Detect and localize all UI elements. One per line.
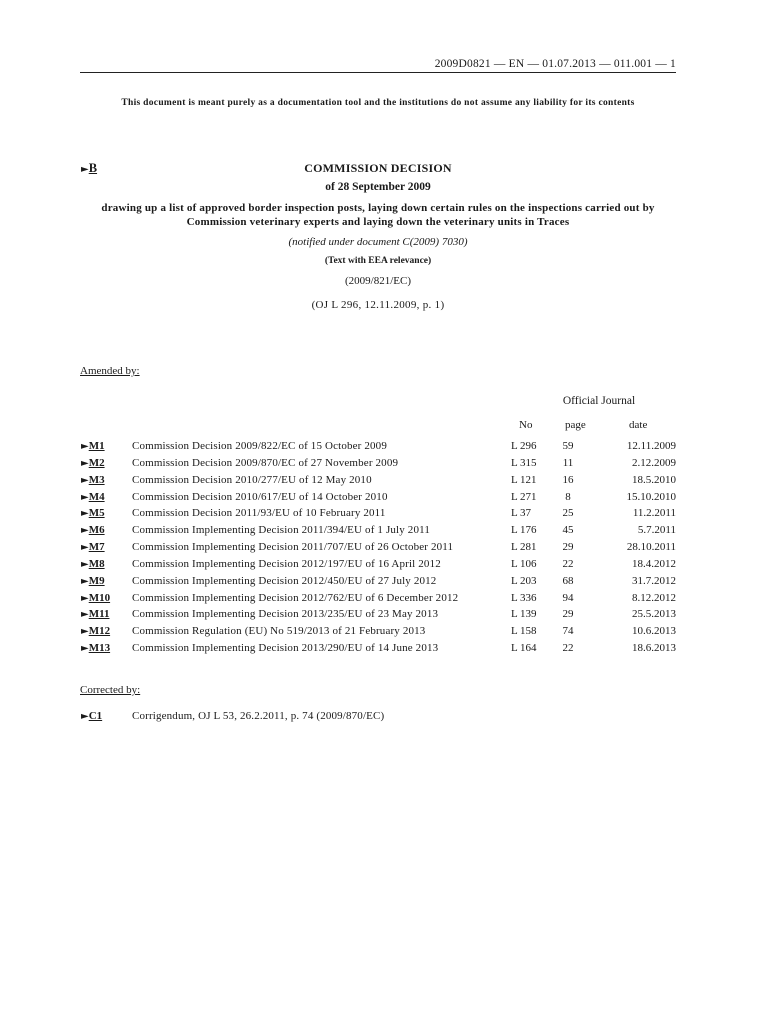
- oj-page: 68: [562, 574, 574, 587]
- marker-code[interactable]: M7: [88, 541, 105, 554]
- document-subtitle: drawing up a list of approved border inspection posts, laying down certain rules on the inspections carried out by Commission veterinary experts and laying down the veterinary units in Traces: [101, 202, 655, 228]
- oj-date: 12.11.2009: [626, 440, 676, 452]
- eea-relevance: (Text with EEA relevance): [324, 256, 432, 266]
- header-rule: [80, 72, 676, 73]
- marker-arrow-icon: ►: [81, 626, 89, 638]
- document-date: of 28 September 2009: [325, 181, 431, 193]
- act-description: Commission Implementing Decision 2013/290/EU of 14 June 2013: [132, 642, 439, 655]
- marker-code[interactable]: M1: [88, 440, 105, 452]
- corrections-list: [80, 710, 676, 727]
- oj-date: 18.4.2012: [632, 557, 676, 570]
- oj-date: 18.5.2010: [632, 473, 676, 486]
- marker-code[interactable]: M6: [88, 524, 105, 537]
- marker-code[interactable]: M9: [88, 574, 105, 587]
- oj-number: L 37: [511, 507, 532, 520]
- act-description: Commission Decision 2010/617/EU of 14 October 2010: [132, 490, 388, 503]
- act-description: Corrigendum, OJ L 53, 26.2.2011, p. 74 (2009/870/EC): [132, 710, 385, 722]
- oj-number: L 139: [511, 608, 537, 621]
- oj-page: 22: [562, 557, 574, 570]
- amendment-marker[interactable]: [81, 558, 105, 570]
- oj-page: 22: [562, 642, 574, 655]
- marker-arrow-icon: ►: [81, 711, 89, 722]
- oj-date: 28.10.2011: [626, 541, 676, 554]
- marker-arrow-icon: ►: [81, 558, 89, 570]
- table-row: [80, 507, 676, 524]
- oj-number: L 271: [511, 490, 537, 503]
- oj-date: 8.12.2012: [632, 591, 676, 604]
- amendments-list: [80, 440, 676, 659]
- oj-page: 29: [562, 608, 574, 621]
- oj-page: 29: [562, 541, 574, 554]
- corrected-by-label: Corrected by:: [80, 684, 141, 696]
- marker-arrow-icon: ►: [81, 491, 89, 503]
- act-description: Commission Implementing Decision 2012/197/EU of 16 April 2012: [132, 557, 441, 570]
- act-description: Commission Implementing Decision 2011/394/EU of 1 July 2011: [132, 524, 430, 537]
- oj-reference: (OJ L 296, 12.11.2009, p. 1): [311, 299, 445, 311]
- marker-arrow-icon: ►: [81, 508, 89, 520]
- marker-arrow-icon: ►: [81, 525, 89, 537]
- marker-code[interactable]: C1: [88, 710, 103, 722]
- notified-note: (notified under document C(2009) 7030): [288, 236, 468, 248]
- act-description: Commission Decision 2009/822/EC of 15 October 2009: [132, 440, 387, 452]
- oj-number: L 336: [511, 591, 537, 604]
- marker-code[interactable]: M4: [88, 490, 105, 503]
- marker-arrow-icon: ►: [81, 542, 89, 554]
- marker-code[interactable]: M11: [88, 608, 110, 621]
- oj-number: L 121: [511, 473, 537, 486]
- oj-number: L 281: [511, 541, 537, 554]
- marker-arrow-icon: ►: [81, 643, 89, 655]
- amendment-marker[interactable]: [81, 457, 105, 469]
- oj-number: L 106: [511, 557, 537, 570]
- document-number: (2009/821/EC): [345, 275, 411, 287]
- marker-arrow-icon: ►: [81, 474, 89, 486]
- marker-code[interactable]: M2: [88, 456, 105, 469]
- table-row: [80, 541, 676, 558]
- oj-page: 45: [562, 524, 574, 537]
- oj-number: L 296: [511, 440, 537, 452]
- table-row: [80, 474, 676, 491]
- amendment-marker[interactable]: [81, 507, 105, 519]
- marker-arrow-icon: ►: [81, 457, 89, 469]
- oj-date: 10.6.2013: [632, 625, 676, 638]
- oj-number: L 164: [511, 642, 537, 655]
- table-row: [80, 440, 676, 457]
- marker-code[interactable]: M10: [88, 591, 111, 604]
- amendment-marker[interactable]: [81, 524, 105, 536]
- marker-arrow-icon: ►: [81, 609, 89, 621]
- marker-code[interactable]: M13: [88, 642, 111, 655]
- oj-date: 18.6.2013: [632, 642, 676, 655]
- amendment-marker[interactable]: [81, 625, 110, 637]
- act-description: Commission Regulation (EU) No 519/2013 of 21 February 2013: [132, 625, 426, 638]
- act-description: Commission Implementing Decision 2012/450/EU of 27 July 2012: [132, 574, 437, 587]
- amended-by-label: Amended by:: [80, 365, 140, 377]
- oj-page: 16: [562, 473, 574, 486]
- marker-code[interactable]: M12: [88, 625, 111, 638]
- act-description: Commission Implementing Decision 2011/707/EU of 26 October 2011: [132, 541, 454, 554]
- act-description: Commission Decision 2011/93/EU of 10 February 2011: [132, 507, 386, 520]
- table-row: [80, 491, 676, 508]
- amendment-marker[interactable]: [81, 541, 105, 553]
- oj-page: 8: [565, 490, 571, 503]
- table-row: [80, 524, 676, 541]
- act-description: Commission Implementing Decision 2012/762/EU of 6 December 2012: [132, 591, 459, 604]
- table-row: [80, 558, 676, 575]
- table-row: [80, 625, 676, 642]
- column-header-page: page: [565, 419, 586, 431]
- amendment-marker[interactable]: [81, 608, 109, 620]
- act-description: Commission Decision 2010/277/EU of 12 May 2010: [132, 473, 372, 486]
- oj-date: 2.12.2009: [632, 456, 676, 469]
- marker-code[interactable]: M5: [88, 507, 105, 520]
- document-title: COMMISSION DECISION: [304, 161, 452, 175]
- column-header-no: No: [519, 419, 533, 431]
- disclaimer: This document is meant purely as a documentation tool and the institutions do not assume any liability for its contents: [121, 98, 635, 108]
- oj-number: L 158: [511, 625, 537, 638]
- oj-date: 25.5.2013: [632, 608, 676, 621]
- amendment-marker[interactable]: [81, 710, 102, 722]
- document-identifier: 2009D0821 — EN — 01.07.2013 — 011.001 — 1: [434, 58, 676, 70]
- oj-page: 94: [562, 591, 574, 604]
- oj-page: 25: [562, 507, 574, 520]
- column-header-date: date: [629, 419, 648, 431]
- table-row: [80, 710, 676, 727]
- act-description: Commission Decision 2009/870/EC of 27 November 2009: [132, 456, 399, 469]
- amendment-marker[interactable]: [81, 474, 105, 486]
- marker-arrow-icon: ►: [81, 575, 89, 587]
- table-row: [80, 592, 676, 609]
- act-description: Commission Implementing Decision 2013/235/EU of 23 May 2013: [132, 608, 439, 621]
- amendment-marker[interactable]: [81, 491, 105, 503]
- oj-date: 31.7.2012: [632, 574, 676, 587]
- table-row: [80, 642, 676, 659]
- oj-date: 15.10.2010: [626, 490, 676, 503]
- table-row: [80, 457, 676, 474]
- marker-code[interactable]: M8: [88, 557, 105, 570]
- amendment-marker[interactable]: [81, 592, 110, 604]
- oj-date: 5.7.2011: [637, 524, 676, 537]
- oj-number: L 176: [511, 524, 537, 537]
- marker-arrow-icon: ►: [81, 441, 89, 452]
- oj-date: 11.2.2011: [632, 507, 676, 520]
- oj-number: L 203: [511, 574, 537, 587]
- amendment-marker[interactable]: [81, 575, 105, 587]
- oj-page: 11: [562, 456, 574, 469]
- oj-page: 74: [562, 625, 574, 638]
- oj-page: 59: [562, 440, 574, 452]
- table-row: [80, 608, 676, 625]
- table-row: [80, 575, 676, 592]
- marker-arrow-icon: ►: [81, 164, 89, 175]
- amendment-marker[interactable]: [81, 642, 110, 654]
- oj-number: L 315: [511, 456, 537, 469]
- marker-code[interactable]: M3: [88, 473, 105, 486]
- amendment-marker[interactable]: [81, 440, 105, 452]
- marker-arrow-icon: ►: [81, 592, 89, 604]
- official-journal-heading: Official Journal: [562, 395, 636, 407]
- marker-code[interactable]: B: [88, 161, 98, 175]
